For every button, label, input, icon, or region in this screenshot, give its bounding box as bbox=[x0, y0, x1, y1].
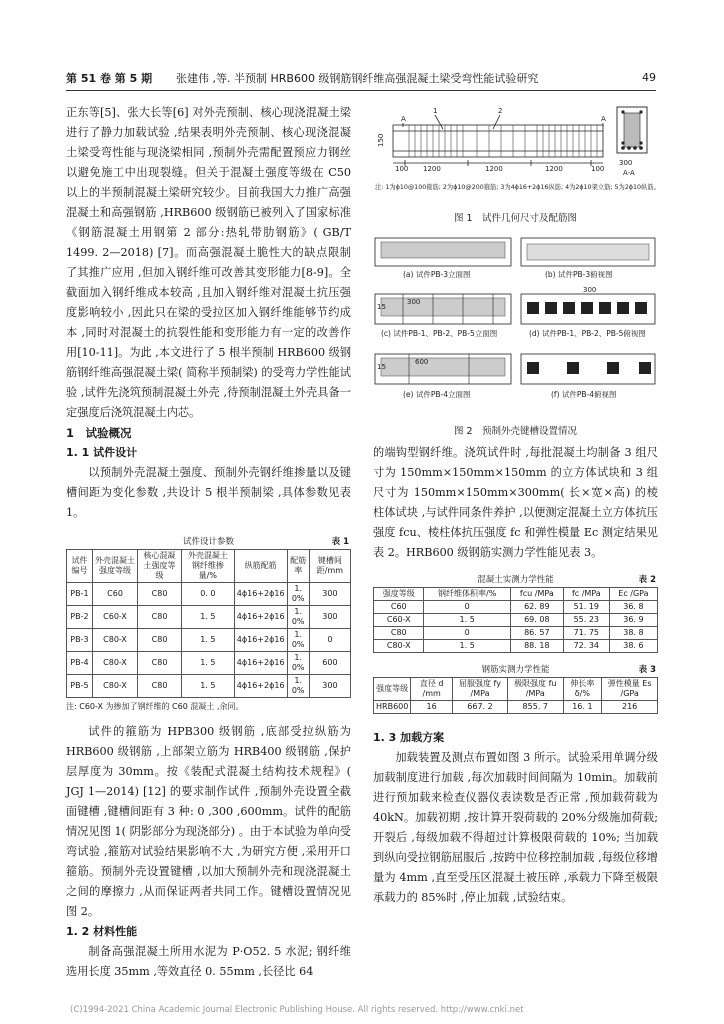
table-cell: C80 bbox=[374, 627, 424, 640]
table3-col: 弹性模量 Es /GPa bbox=[602, 678, 658, 701]
table-cell: C60 bbox=[92, 583, 137, 606]
table-cell: C60-X bbox=[92, 606, 137, 629]
right-column bbox=[373, 103, 658, 908]
fig1-stirrups bbox=[409, 125, 597, 157]
table-cell: 855. 7 bbox=[508, 701, 563, 714]
table3 bbox=[373, 677, 658, 714]
figure2-drawing bbox=[373, 232, 658, 417]
loading-paragraph: 加载装置及测点布置如图 3 所示。试验采用单调分级加载制度进行加载 ,每次加载时间间隔为 10min。加载前进行预加载来检查仪器仪表读数是否正常 ,预加载荷载为 40kN。加载初期 ,按计算开裂荷载的 20%分级施加荷载; 开裂后 ,每级加载不得超过计算极限荷载的 10%; 当加载到纵向受拉钢筋屈服后 ,按跨中位移控制加载 ,每级位移增量为 4mm ,直至受压区混凝土被压碎 ,承载力下降至极限承载力的 85%时 ,停止加载 ,试验结束。 bbox=[373, 751, 658, 904]
section-heading-1-2: 1. 2 材料性能 bbox=[66, 925, 138, 938]
table-row bbox=[67, 629, 351, 652]
fig2e-dim-15: 15 bbox=[377, 363, 386, 371]
table-cell: PB-4 bbox=[67, 652, 93, 675]
fig1-label-a-left: A bbox=[401, 115, 406, 123]
table3-header bbox=[374, 678, 658, 701]
table1-col: 外壳混凝土强度等级 bbox=[92, 550, 137, 583]
table-cell: 69. 08 bbox=[510, 614, 563, 627]
table1-col: 试件编号 bbox=[67, 550, 93, 583]
table2-caption: 混凝土实测力学性能 bbox=[477, 575, 554, 585]
fig2d-caption: (d) 试件PB-1、PB-2、PB-5俯视图 bbox=[529, 329, 646, 338]
intro-paragraph: 正东等[5]、张大长等[6] 对外壳预制、核心现浇混凝土梁进行了静力加载试验 ,结果表明外壳预制、核心现浇混凝土梁受弯性能与现浇梁相同 ,预制外壳需配置预应力钢丝以避免施工中出现裂缝。但关于混凝土强度等级在 C50 以上的半预制混凝土梁研究较少。目前我国大力推广高强混凝土和高强钢筋 ,HRB600 级钢筋已被列入了国家标准《钢筋混凝土用钢第 2 部分:热轧带肋钢筋》( GB/T 1499. 2—2018) [7]。而高强混凝土脆性大的缺点限制了其推广应用 ,但加入钢纤维可改善其变形能力[8-9]。全截面加入钢纤维成本较高 ,且加入钢纤维对混凝土抗压强度影响较小 ,因此只在梁的受拉区加入钢纤维能够节约成本 ,同时对混凝土的抗裂性能和变形能力有一定的改善作用[10-11]。为此 ,本文进行了 5 根半预制 HRB600 级钢筋钢纤维高强混凝土梁( 简称半预制梁) 的受弯力学性能试验 ,试件先浇筑预制混凝土外壳 ,待预制混凝土外壳具备一定强度后浇筑混凝土内芯。 bbox=[66, 106, 352, 419]
table-cell: 1. 0% bbox=[287, 675, 309, 698]
table-row bbox=[374, 601, 658, 614]
section-heading-1-1: 1. 1 试件设计 bbox=[66, 446, 138, 459]
table-cell: 4ϕ16+2ϕ16 bbox=[234, 652, 287, 675]
table-cell: 667. 2 bbox=[452, 701, 507, 714]
table1-col: 外壳混凝土钢纤维掺量/% bbox=[181, 550, 234, 583]
table-cell: 1. 5 bbox=[181, 606, 234, 629]
figure1-note: 注: 1为ϕ10@100箍筋; 2为ϕ10@200箍筋; 3为4ϕ16+2ϕ16纵筋; 4为2ϕ10架立筋; 5为2ϕ10纵筋。 bbox=[375, 184, 658, 191]
table-row bbox=[374, 701, 658, 714]
table-cell: 36. 8 bbox=[609, 601, 657, 614]
table1-note: 注: C60-X 为掺加了钢纤维的 C60 混凝土 ,余同。 bbox=[66, 702, 244, 711]
table-row bbox=[374, 640, 658, 653]
table-cell: 1. 0% bbox=[287, 583, 309, 606]
table-cell: C80-X bbox=[92, 675, 137, 698]
table1-col: 配筋率 bbox=[287, 550, 309, 583]
table1-caption: 试件设计参数 bbox=[182, 537, 234, 547]
page-number: 49 bbox=[642, 71, 656, 84]
table2-col: fcu /MPa bbox=[510, 588, 563, 601]
table-cell: 0 bbox=[309, 629, 350, 652]
fig1-dim-1200a: 1200 bbox=[423, 165, 441, 173]
table-cell: 1. 0% bbox=[287, 629, 309, 652]
table-cell: PB-2 bbox=[67, 606, 93, 629]
table-cell: 4ϕ16+2ϕ16 bbox=[234, 606, 287, 629]
fig1-dim-1200b: 1200 bbox=[485, 165, 503, 173]
fig2e-dim-600: 600 bbox=[415, 358, 429, 366]
fig1-label-a-right: A bbox=[601, 115, 606, 123]
table2 bbox=[373, 587, 658, 653]
left-column bbox=[66, 103, 351, 982]
table-cell: C60 bbox=[374, 601, 424, 614]
figure2-caption: 图 2 预制外壳键槽设置情况 bbox=[453, 426, 578, 437]
table-cell: 300 bbox=[309, 583, 350, 606]
table3-col: 强度等级 bbox=[374, 678, 411, 701]
fig2a-caption: (a) 试件PB-3立面图 bbox=[403, 270, 471, 279]
table-cell: 300 bbox=[309, 606, 350, 629]
table-cell: 55. 23 bbox=[563, 614, 609, 627]
table-cell: 86. 57 bbox=[510, 627, 563, 640]
table-cell: 0 bbox=[424, 627, 510, 640]
table3-col: 屈服强度 fy /MPa bbox=[452, 678, 507, 701]
table-cell: 16 bbox=[411, 701, 453, 714]
table2-col: 钢纤维体积率/% bbox=[424, 588, 510, 601]
fig2b-caption: (b) 试件PB-3俯视图 bbox=[545, 270, 613, 279]
fig2a-elevation bbox=[375, 238, 511, 266]
table-cell: 216 bbox=[602, 701, 658, 714]
table1-caption-row bbox=[66, 535, 351, 549]
table-cell: PB-1 bbox=[67, 583, 93, 606]
table-cell: C80-X bbox=[92, 629, 137, 652]
table2-col: 强度等级 bbox=[374, 588, 424, 601]
table3-caption: 钢筋实测力学性能 bbox=[481, 665, 550, 675]
fig1-dim-1200c: 1200 bbox=[545, 165, 563, 173]
fig1-label-2: 2 bbox=[498, 107, 503, 115]
running-header bbox=[66, 70, 656, 91]
article-running-title: 张建伟 ,等. 半预制 HRB600 级钢筋钢纤维高强混凝土梁受弯性能试验研究 bbox=[176, 72, 539, 85]
table-cell: 62. 89 bbox=[510, 601, 563, 614]
table-row bbox=[67, 606, 351, 629]
table1-col: 键槽间距/mm bbox=[309, 550, 350, 583]
table-cell: C60-X bbox=[374, 614, 424, 627]
table-row bbox=[67, 583, 351, 606]
table-cell: 1. 5 bbox=[424, 640, 510, 653]
table-cell: 1. 0% bbox=[287, 606, 309, 629]
design-paragraph: 以预制外壳混凝土强度、预制外壳钢纤维掺量以及键槽间距为变化参数 ,共设计 5 根半预制梁 ,具体参数见表 1。 bbox=[66, 466, 351, 519]
table1-header bbox=[67, 550, 351, 583]
fig2f-caption: (f) 试件PB-4俯视图 bbox=[551, 390, 617, 399]
fig2e-caption: (e) 试件PB-4立面图 bbox=[403, 390, 471, 399]
table2-col: fc /MPa bbox=[563, 588, 609, 601]
fig1-dim-300: 300 bbox=[619, 159, 633, 167]
table-cell: 1. 0% bbox=[287, 652, 309, 675]
table-cell: 16. 1 bbox=[563, 701, 602, 714]
table-cell: 88. 18 bbox=[510, 640, 563, 653]
table-row bbox=[374, 627, 658, 640]
table-cell: C80-X bbox=[374, 640, 424, 653]
table3-caption-row bbox=[373, 663, 658, 677]
table-row bbox=[67, 675, 351, 698]
table-row bbox=[67, 652, 351, 675]
table-cell: 600 bbox=[309, 652, 350, 675]
table-cell: C80 bbox=[138, 583, 182, 606]
fig2c-elevation bbox=[375, 294, 511, 324]
table2-caption-row bbox=[373, 573, 658, 587]
table-cell: C80-X bbox=[92, 652, 137, 675]
fig2c-caption: (c) 试件PB-1、PB-2、PB-5立面图 bbox=[381, 329, 498, 338]
table1-col: 纵筋配筋 bbox=[234, 550, 287, 583]
table-cell: C80 bbox=[138, 629, 182, 652]
table-cell: C80 bbox=[138, 652, 182, 675]
fig1-cross-section bbox=[617, 107, 647, 153]
fig2e-elevation bbox=[375, 354, 511, 384]
table-cell: 4ϕ16+2ϕ16 bbox=[234, 675, 287, 698]
table-cell: 4ϕ16+2ϕ16 bbox=[234, 583, 287, 606]
fig1-beam-elevation bbox=[393, 115, 603, 166]
table-cell: 1. 5 bbox=[181, 675, 234, 698]
reinforcement-paragraph: 试件的箍筋为 HPB300 级钢筋 ,底部受拉纵筋为 HRB600 级钢筋 ,上部架立筋为 HRB400 级钢筋 ,保护层厚度为 30mm。按《装配式混凝土结构技术规程》( JGJ 1—2014) [12] 的要求制作试件 ,预制外壳设置全截面键槽 ,键槽间距有 3 种: 0 ,300 ,600mm。试件的配筋情况见图 1( 阴影部分为现浇部分) 。由于本试验为单向受弯试验 ,箍筋对试验结果影响不大 ,为研究方便 ,采用开口箍筋。预制外壳设置键槽 ,以加大预制外壳和现浇混凝土之间的摩擦力 ,从而保证两者共同工作。键槽设置情况见图 2。 bbox=[66, 725, 351, 918]
section-heading-1: 1 试验概况 bbox=[66, 426, 132, 440]
table3-col: 极限强度 fu /MPa bbox=[508, 678, 563, 701]
table-cell: 1. 5 bbox=[424, 614, 510, 627]
fig2c-dim-300: 300 bbox=[407, 298, 421, 306]
journal-volume: 第 51 卷 第 5 期 bbox=[66, 72, 153, 85]
table-row bbox=[374, 614, 658, 627]
materials-continued-paragraph: 的端钩型钢纤维。浇筑试件时 ,每批混凝土均制备 3 组尺寸为 150mm×150mm×150mm 的立方体试块和 3 组尺寸为 150mm×150mm×300mm( 长×宽×高) 的棱柱体试块 ,与试件同条件养护 ,以便测定混凝土立方体抗压强度 fcu、棱柱体抗压强度 fc 和弹性模量 Ec 测定结果见表 2。HRB600 级钢筋实测力学性能见表 3。 bbox=[373, 446, 658, 559]
table-cell: 38. 6 bbox=[609, 640, 657, 653]
table-cell: 0. 0 bbox=[181, 583, 234, 606]
table-cell: PB-3 bbox=[67, 629, 93, 652]
table-cell: 51. 19 bbox=[563, 601, 609, 614]
table-cell: PB-5 bbox=[67, 675, 93, 698]
fig1-dim-100a: 100 bbox=[395, 165, 409, 173]
table3-col: 伸长率 δ/% bbox=[563, 678, 602, 701]
fig2f-plan bbox=[521, 354, 655, 384]
table-cell: 0 bbox=[424, 601, 510, 614]
fig1-dim-150: 150 bbox=[377, 133, 385, 147]
table-cell: C80 bbox=[138, 606, 182, 629]
fig2d-dim-300: 300 bbox=[583, 286, 597, 294]
table-cell: 300 bbox=[309, 675, 350, 698]
figure1-drawing bbox=[373, 103, 658, 198]
table-cell: 1. 5 bbox=[181, 629, 234, 652]
section-heading-1-3: 1. 3 加载方案 bbox=[373, 731, 445, 744]
table3-col: 直径 d /mm bbox=[411, 678, 453, 701]
fig2b-plan bbox=[521, 238, 655, 266]
table1-number: 表 1 bbox=[331, 537, 349, 547]
materials-paragraph: 制备高强混凝土所用水泥为 P·O52. 5 水泥; 钢纤维选用长度 35mm ,等效直径 0. 55mm ,长径比 64 bbox=[66, 945, 351, 978]
table-cell: 38. 8 bbox=[609, 627, 657, 640]
fig1-dim-100b: 100 bbox=[591, 165, 605, 173]
table2-col: Ec /GPa bbox=[609, 588, 657, 601]
table-cell: 72. 34 bbox=[563, 640, 609, 653]
table-cell: 36. 9 bbox=[609, 614, 657, 627]
table-cell: HRB600 bbox=[374, 701, 411, 714]
table2-number: 表 2 bbox=[638, 575, 656, 585]
table2-header bbox=[374, 588, 658, 601]
figure1-caption: 图 1 试件几何尺寸及配筋图 bbox=[453, 213, 578, 224]
table-cell: 71. 75 bbox=[563, 627, 609, 640]
table-cell: 4ϕ16+2ϕ16 bbox=[234, 629, 287, 652]
fig2d-plan bbox=[521, 294, 655, 324]
fig1-section-label: A-A bbox=[623, 169, 635, 177]
table-cell: C80 bbox=[138, 675, 182, 698]
copyright-footer: (C)1994-2021 China Academic Journal Electronic Publishing House. All rights reserved. http://www.cnki.net bbox=[70, 1005, 524, 1015]
table3-number: 表 3 bbox=[638, 665, 656, 675]
table1 bbox=[66, 549, 351, 698]
table-cell: 1. 5 bbox=[181, 652, 234, 675]
table1-col: 核心混凝土强度等级 bbox=[138, 550, 182, 583]
fig2c-dim-15: 15 bbox=[377, 303, 386, 311]
fig1-label-1: 1 bbox=[433, 107, 438, 115]
